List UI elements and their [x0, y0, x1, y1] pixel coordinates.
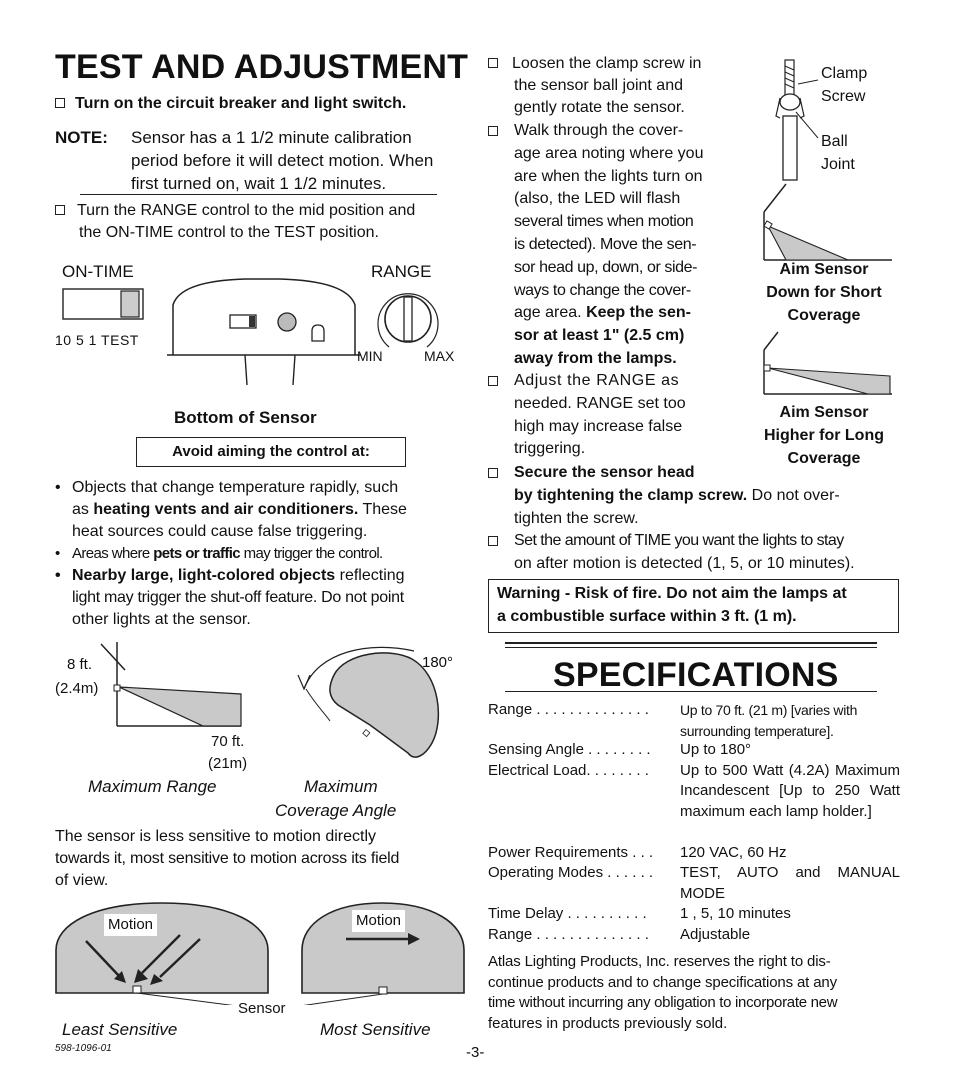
note-text: Sensor has a 1 1/2 minute calibration period before it will detect motion. When first turned on, wait 1 1/2 minutes. [131, 128, 434, 193]
sensor-label: Sensor [238, 1000, 286, 1017]
step-circuit-breaker: Turn on the circuit breaker and light switch. [55, 93, 406, 115]
on-time-scale: 10 5 1 TEST [55, 332, 139, 348]
angle-label: 180° [422, 654, 454, 671]
clamp-ball-joint-figure [768, 58, 828, 184]
list-item: • Areas where pets or traffic may trigger the control. [55, 545, 383, 562]
max-angle-caption-2: Coverage Angle [275, 801, 397, 820]
walk-line: are when the lights turn on [514, 167, 703, 185]
aim-up-figure [758, 330, 898, 398]
most-sensitive-caption: Most Sensitive [320, 1020, 431, 1039]
least-sensitive-caption: Least Sensitive [62, 1020, 178, 1039]
page-number: -3- [466, 1044, 485, 1061]
note-label: NOTE: [55, 128, 108, 147]
aim-down-figure [758, 180, 898, 262]
disclaimer: Atlas Lighting Products, Inc. reserves the right to dis- continue products and to change specifications at any time without incurring any obligation to incorporate new features in products previously sold. [488, 953, 838, 1032]
spec-rule-top-thin [505, 647, 877, 648]
step-secure: Secure the sensor head by tightening the clamp screw. Do not over- tighten the screw. [488, 462, 902, 530]
range-max: MAX [424, 348, 455, 364]
motion-label-most: Motion [352, 910, 405, 932]
note-divider [80, 194, 437, 195]
checkbox-icon [55, 205, 65, 215]
walk-line: Walk through the cover- [514, 122, 684, 139]
range-distance-metric-label: (21m) [208, 755, 248, 772]
walk-line: age area noting where you [514, 144, 704, 162]
step-loosen: Loosen the clamp screw in the sensor ball joint and gently rotate the sensor. [488, 53, 733, 119]
aim-up-caption: Aim Sensor Higher for Long Coverage [764, 404, 884, 467]
specifications-heading: SPECIFICATIONS [553, 656, 839, 694]
range-distance-label: 70 ft. [211, 733, 245, 750]
motion-label-least: Motion [104, 914, 157, 936]
avoid-box: Avoid aiming the control at: [136, 437, 406, 467]
spec-rule-top [505, 642, 877, 644]
lens-icon [278, 313, 296, 331]
walk-line: several times when motion [514, 213, 694, 231]
walk-line: (also, the LED will flash [514, 190, 681, 208]
checkbox-icon [488, 376, 498, 386]
step-set-time: Set the amount of TIME you want the lights to stay on after motion is detected (1, 5, or 10 minutes). [488, 530, 902, 576]
bottom-of-sensor-caption: Bottom of Sensor [174, 408, 317, 427]
max-range-diagram [95, 630, 255, 735]
max-range-caption: Maximum Range [88, 777, 217, 796]
fire-warning-box: Warning - Risk of fire. Do not aim the lamps at a combustible surface within 3 ft. (1 m). [488, 579, 899, 633]
walk-line: ways to change the cover- [514, 281, 691, 299]
part-number: 598-1096-01 [55, 1043, 112, 1054]
range-min: MIN [357, 348, 383, 364]
checkbox-icon [488, 536, 498, 546]
checkbox-icon [488, 468, 498, 478]
height-metric-label: (2.4m) [55, 680, 99, 697]
step-range-ontime: Turn the RANGE control to the mid position and the ON-TIME control to the TEST position. [55, 200, 475, 244]
page-title: TEST AND ADJUSTMENT [55, 48, 469, 86]
sensitivity-diagram [52, 895, 472, 1005]
ball-joint-label: Ball Joint [821, 133, 855, 173]
checkbox-icon [488, 126, 498, 136]
clamp-screw-label: Clamp Screw [821, 65, 868, 105]
list-item: • Nearby large, light-colored objects reflecting light may trigger the shut-off feature. Do not point other lights at the sensor. [55, 567, 405, 628]
checkbox-icon [488, 58, 498, 68]
walk-line: sor head up, down, or side- [514, 258, 698, 276]
step-adjust-range: Adjust the RANGE as needed. RANGE set too high may increase false triggering. [488, 370, 733, 461]
step-walk-through: Walk through the cover- age area noting where you are when the lights turn on (also, the LED will flash several times when motion is detected). Move the sen- sor head up, down, or side- ways to change the cover- age area. Keep the sen- sor at least 1" (2.5 cm) away from the lamps. [488, 120, 733, 371]
max-angle-caption-1: Maximum [304, 777, 378, 796]
range-label: RANGE [371, 262, 432, 281]
list-item: • Objects that change temperature rapidly, such as heating vents and air conditioners. These heat sources could cause false triggering. [55, 479, 407, 540]
walk-line: is detected). Move the sen- [514, 235, 697, 253]
on-time-label: ON-TIME [62, 262, 134, 281]
aim-down-caption: Aim Sensor Down for Short Coverage [766, 261, 882, 324]
checkbox-icon [55, 98, 65, 108]
avoid-list [55, 477, 467, 631]
height-label: 8 ft. [67, 656, 93, 673]
sensitivity-paragraph: The sensor is less sensitive to motion directly towards it, most sensitive to motion across its field of view. [55, 828, 400, 889]
spec-rule-bottom [505, 691, 877, 692]
